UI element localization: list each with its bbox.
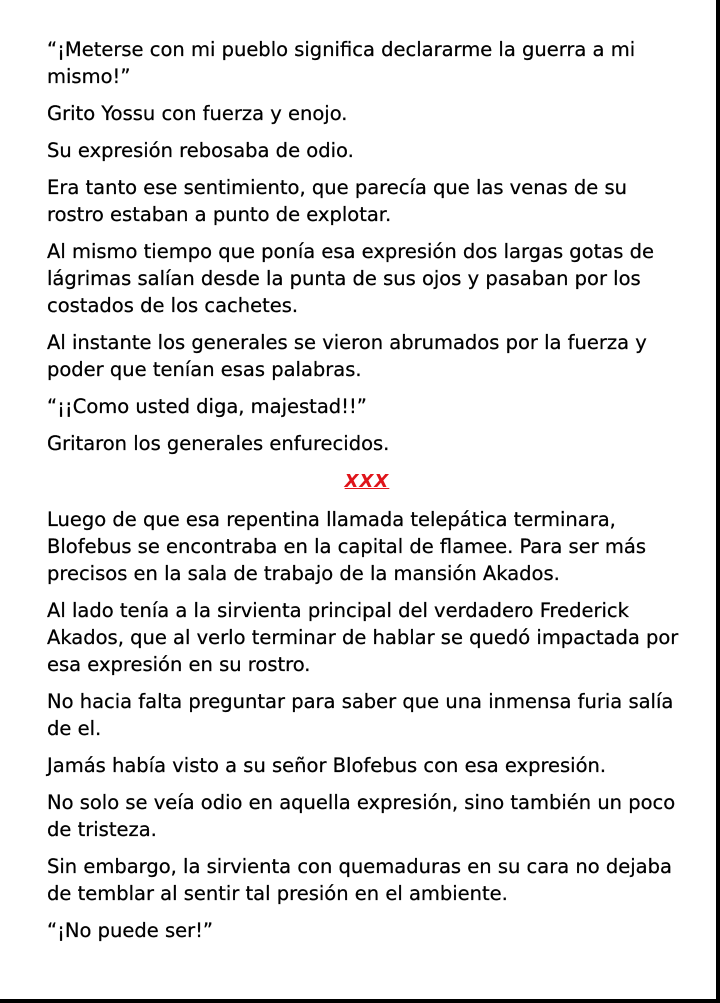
- paragraph: Luego de que esa repentina llamada telepática terminara, Blofebus se encontraba en la capital de flamee. Para ser más precisos en la sala de trabajo de la mansión Akados.: [47, 508, 647, 585]
- paragraph: Al instante los generales se vieron abrumados por la fuerza y poder que tenían esas palabras.: [47, 331, 647, 381]
- paragraph: Al lado tenía a la sirvienta principal del verdadero Frederick Akados, que al verlo terminar de hablar se quedó impactada por esa expresión en su rostro.: [47, 599, 679, 676]
- paragraph: No hacia falta preguntar para saber que una inmensa furia salía de el.: [47, 690, 674, 740]
- paragraph: “¡Meterse con mi pueblo significa declararme la guerra a mi mismo!”: [47, 38, 636, 88]
- paragraph: Al mismo tiempo que ponía esa expresión dos largas gotas de lágrimas salían desde la punta de sus ojos y pasaban por los costados de los cachetes.: [47, 240, 654, 317]
- paragraph: Sin embargo, la sirvienta con quemaduras en su cara no dejaba de temblar al sentir tal presión en el ambiente.: [47, 855, 672, 905]
- separator-mark: XXX: [344, 471, 390, 492]
- paragraph: “¡¡Como usted diga, majestad!!”: [47, 395, 367, 418]
- paragraph: Era tanto ese sentimiento, que parecía que las venas de su rostro estaban a punto de explotar.: [47, 176, 627, 226]
- paragraph: “¡No puede ser!”: [47, 919, 214, 942]
- paragraph: Gritaron los generales enfurecidos.: [47, 432, 390, 455]
- paragraph: No solo se veía odio en aquella expresión, sino también un poco de tristeza.: [47, 791, 676, 841]
- paragraph: Jamás había visto a su señor Blofebus con esa expresión.: [47, 754, 607, 777]
- paragraph: Su expresión rebosaba de odio.: [47, 139, 354, 162]
- document-body: [47, 36, 687, 954]
- paragraph: Grito Yossu con fuerza y enojo.: [47, 102, 348, 125]
- scene-separator: [47, 467, 687, 494]
